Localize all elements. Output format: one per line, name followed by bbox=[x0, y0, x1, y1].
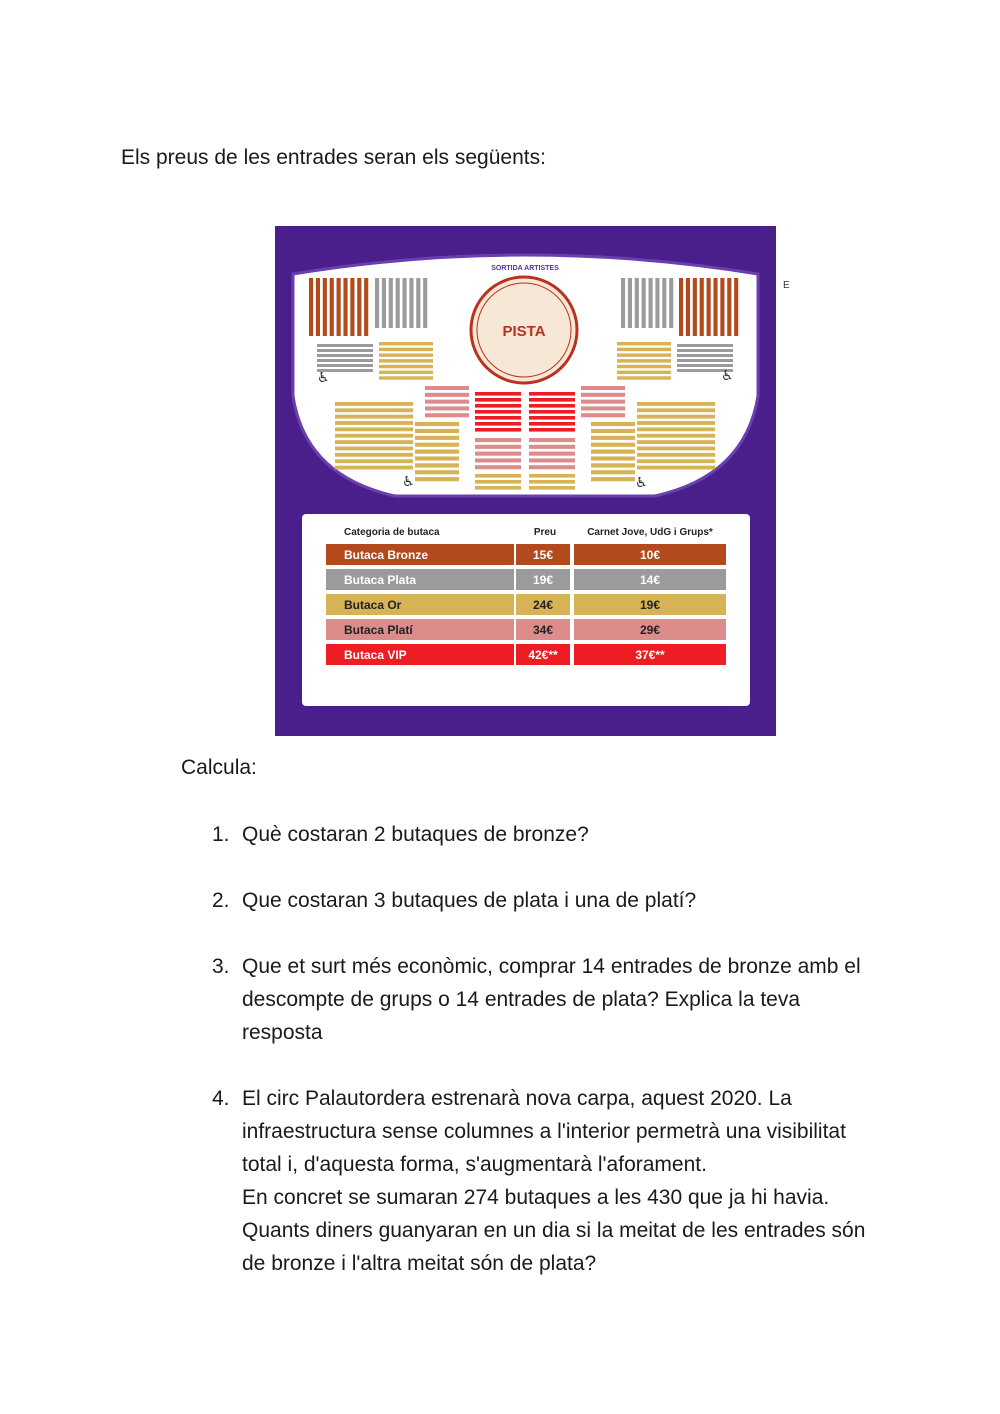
question-text: Què costaran 2 butaques de bronze? bbox=[242, 823, 589, 846]
row-category: Butaca Bronze bbox=[326, 544, 514, 565]
side-mark: E bbox=[783, 280, 790, 291]
question-text: Que et surt més econòmic, comprar 14 entrades de bronze amb el descompte de grups o 14 entrades de plata? Explica la teva resposta bbox=[242, 955, 861, 1044]
question-number: 1. bbox=[212, 823, 230, 846]
seat-block-bronze bbox=[309, 278, 368, 336]
footnote: ** Inclou accés a la Sala VIP amb una consumició. bbox=[315, 691, 505, 700]
row-price: 42€** bbox=[516, 644, 570, 665]
row-price: 24€ bbox=[516, 594, 570, 615]
price-table-header bbox=[326, 524, 736, 540]
row-price: 34€ bbox=[516, 619, 570, 640]
question-text: Que costaran 3 butaques de plata i una de platí? bbox=[242, 889, 697, 912]
seat-block-bronze bbox=[679, 278, 738, 336]
ring-label: PISTA bbox=[502, 323, 546, 340]
question-item bbox=[200, 950, 900, 1049]
intro-text: Els preus de les entrades seran els següents: bbox=[121, 146, 546, 169]
question-text: El circ Palautordera estrenarà nova carpa, aquest 2020. La infraestructura sense columnes a l'interior permetrà una visibilitat total i, d'aquesta forma, s'augmentarà l'aforament. En concret se sumaran 274 butaques a les 430 que ja hi havia. Quants diners guanyaran en un dia si la meitat de les entrades són de bronze i l'altra meitat són de plata? bbox=[242, 1087, 866, 1275]
row-discount: 10€ bbox=[574, 544, 726, 565]
question-number: 4. bbox=[212, 1087, 230, 1110]
seat-block-or bbox=[335, 402, 413, 469]
question-item bbox=[200, 884, 900, 917]
row-price: 15€ bbox=[516, 544, 570, 565]
question-item bbox=[200, 1082, 900, 1280]
exit-label: SORTIDA ARTISTES bbox=[491, 265, 559, 272]
row-discount: 19€ bbox=[574, 594, 726, 615]
row-category: Butaca VIP bbox=[326, 644, 514, 665]
seat-block-or bbox=[637, 402, 715, 469]
row-category: Butaca Or bbox=[326, 594, 514, 615]
header-price: Preu bbox=[533, 526, 557, 538]
price-row-bronze bbox=[326, 544, 736, 565]
row-category: Butaca Plata bbox=[326, 569, 514, 590]
header-discount: Carnet Jove, UdG i Grups* bbox=[587, 526, 713, 538]
price-row-plati bbox=[326, 619, 736, 640]
question-item bbox=[200, 818, 900, 851]
row-discount: 29€ bbox=[574, 619, 726, 640]
question-number: 2. bbox=[212, 889, 230, 912]
seat-block-or bbox=[475, 474, 521, 490]
price-row-plata bbox=[326, 569, 736, 590]
wheelchair-icon: ♿ bbox=[721, 367, 734, 383]
question-number: 3. bbox=[212, 955, 230, 978]
row-price: 19€ bbox=[516, 569, 570, 590]
wheelchair-icon: ♿ bbox=[635, 474, 648, 490]
price-row-or bbox=[326, 594, 736, 615]
wheelchair-icon: ♿ bbox=[317, 369, 330, 385]
poster-footnotes bbox=[315, 678, 656, 702]
price-row-vip bbox=[326, 644, 736, 665]
calc-label: Calcula: bbox=[181, 756, 257, 779]
wheelchair-icon: ♿ bbox=[402, 473, 415, 489]
header-category: Categoria de butaca bbox=[344, 526, 440, 538]
row-discount: 37€** bbox=[574, 644, 726, 665]
seat-block-or bbox=[591, 422, 635, 481]
question-list bbox=[200, 818, 900, 1313]
row-category: Butaca Platí bbox=[326, 619, 514, 640]
seat-block-or bbox=[415, 422, 459, 481]
seat-block-or bbox=[529, 474, 575, 490]
row-discount: 14€ bbox=[574, 569, 726, 590]
footnote: * Titulars Carnet Jove, estudiants UdG menors de 29 anys i grups de més de 14 persones. bbox=[315, 679, 657, 688]
seating-price-poster bbox=[275, 226, 776, 736]
